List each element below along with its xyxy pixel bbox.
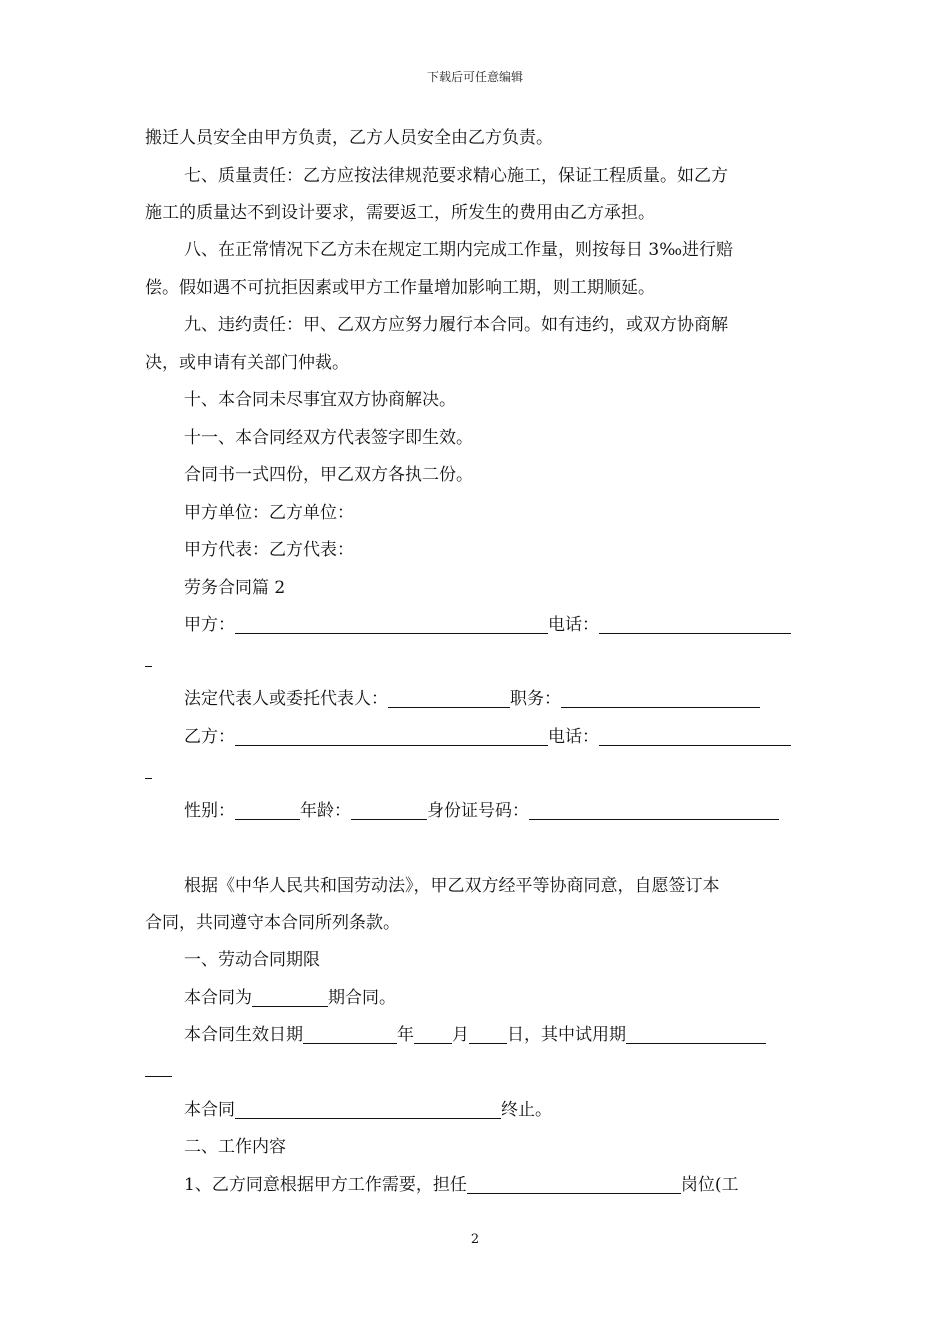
- trial-label: 日，其中试用期: [507, 1025, 626, 1045]
- rep-signature-line: 甲方代表：乙方代表：: [184, 540, 354, 560]
- month-label: 月: [452, 1025, 469, 1045]
- party-a-line: [184, 613, 791, 637]
- termination-line: [184, 1098, 552, 1122]
- section-heading: 二、工作内容: [184, 1137, 286, 1157]
- wrap-underline: [145, 778, 152, 779]
- unit-signature-line: 甲方单位：乙方单位：: [184, 503, 354, 523]
- term-blank[interactable]: [252, 989, 328, 1007]
- effective-label: 本合同生效日期: [184, 1025, 303, 1045]
- month-blank[interactable]: [414, 1026, 452, 1044]
- party-a-label: 甲方：: [184, 615, 235, 635]
- job-suffix: 岗位(工: [680, 1175, 739, 1195]
- party-a-blank[interactable]: [235, 616, 548, 634]
- page-header: 下载后可任意编辑: [426, 70, 523, 84]
- paragraph-line: 偿。假如遇不可抗拒因素或甲方工作量增加影响工期，则工期顺延。: [145, 278, 655, 298]
- effective-date-line: [184, 1023, 766, 1047]
- day-blank[interactable]: [469, 1026, 507, 1044]
- phone-label: 电话：: [548, 615, 599, 635]
- year-label: 年: [397, 1025, 414, 1045]
- legal-rep-blank[interactable]: [388, 690, 510, 708]
- term-suffix: 期合同。: [328, 988, 396, 1008]
- page-number: 2: [470, 1232, 480, 1247]
- clause-11: 十一、本合同经双方代表签字即生效。: [184, 428, 473, 448]
- age-label: 年龄：: [300, 801, 351, 821]
- job-line: [184, 1173, 738, 1197]
- legal-rep-label: 法定代表人或委托代表人：: [184, 689, 388, 709]
- clause-10: 十、本合同未尽事宜双方协商解决。: [184, 390, 456, 410]
- id-blank[interactable]: [529, 802, 779, 820]
- position-blank[interactable]: [561, 690, 760, 708]
- id-label: 身份证号码：: [427, 801, 529, 821]
- clause-8: 八、在正常情况下乙方未在规定工期内完成工作量，则按每日 3‰进行赔: [184, 240, 734, 260]
- preamble-line: 合同，共同遵守本合同所列条款。: [145, 913, 400, 933]
- position-label: 职务：: [510, 689, 561, 709]
- party-b-blank[interactable]: [235, 728, 548, 746]
- trial-blank[interactable]: [626, 1026, 766, 1044]
- party-b-label: 乙方：: [184, 727, 235, 747]
- party-a-phone-blank[interactable]: [599, 616, 791, 634]
- section-title: 劳务合同篇 2: [184, 578, 286, 598]
- paragraph-line: 决，或申请有关部门仲裁。: [145, 353, 349, 373]
- party-b-line: [184, 725, 791, 749]
- gender-blank[interactable]: [235, 802, 300, 820]
- clause-7: 七、质量责任：乙方应按法律规范要求精心施工，保证工程质量。如乙方: [184, 166, 728, 186]
- section-heading: 一、劳动合同期限: [184, 950, 320, 970]
- gender-label: 性别：: [184, 801, 235, 821]
- wrap-underline: [145, 1076, 172, 1077]
- age-blank[interactable]: [351, 802, 427, 820]
- preamble-line: 根据《中华人民共和国劳动法》，甲乙双方经平等协商同意，自愿签订本: [184, 876, 720, 896]
- job-blank[interactable]: [467, 1176, 681, 1194]
- party-b-info-line: [184, 799, 779, 823]
- job-label: 1、乙方同意根据甲方工作需要，担任: [184, 1175, 467, 1195]
- copies-note: 合同书一式四份，甲乙双方各执二份。: [184, 465, 473, 485]
- clause-9: 九、违约责任：甲、乙双方应努力履行本合同。如有违约，或双方协商解: [184, 315, 728, 335]
- paragraph-line: 搬迁人员安全由甲方负责，乙方人员安全由乙方负责。: [145, 128, 553, 148]
- term-line: [184, 986, 396, 1010]
- legal-rep-line: [184, 687, 760, 711]
- wrap-underline: [145, 666, 152, 667]
- termination-label: 本合同: [184, 1100, 235, 1120]
- term-label: 本合同为: [184, 988, 252, 1008]
- termination-suffix: 终止。: [501, 1100, 552, 1120]
- phone-label: 电话：: [548, 727, 599, 747]
- party-b-phone-blank[interactable]: [599, 728, 791, 746]
- paragraph-line: 施工的质量达不到设计要求，需要返工，所发生的费用由乙方承担。: [145, 203, 655, 223]
- year-blank[interactable]: [303, 1026, 397, 1044]
- termination-blank[interactable]: [235, 1101, 501, 1119]
